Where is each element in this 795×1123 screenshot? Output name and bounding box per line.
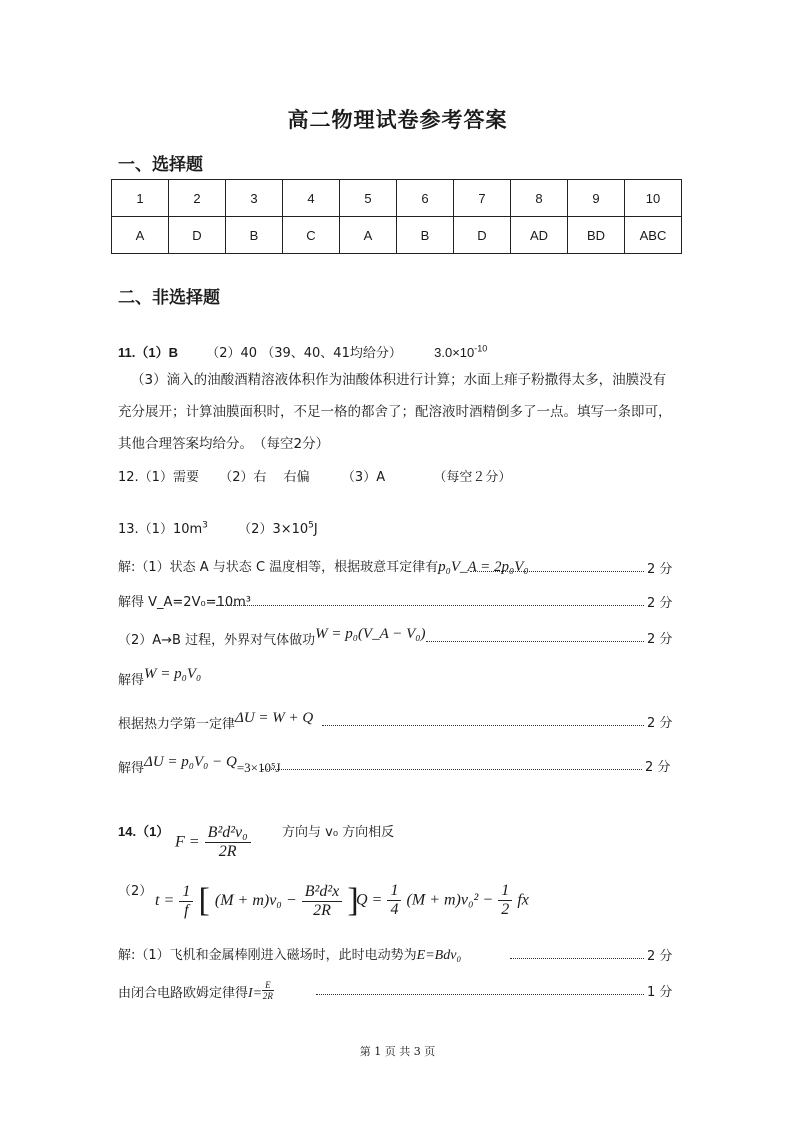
q14-force-formula: F = $\frac{\text{B²d²v₀}}{2R}$ <box>175 824 251 861</box>
fraction: $\frac{1}{f}$ <box>179 883 193 920</box>
q12-score-note: （每空２分） <box>433 470 512 485</box>
question-number: 2 <box>169 180 226 217</box>
question-number-row <box>112 180 682 217</box>
q14-direction-note: 方向与 v₀ 方向相反 <box>282 825 395 840</box>
answer-cell: ABC <box>625 217 682 254</box>
q12-part3: （3）A <box>341 470 386 485</box>
answer-cell: B <box>226 217 283 254</box>
right-bracket: ] <box>347 882 359 919</box>
section-heading-nonchoice: 二、非选择题 <box>118 288 220 308</box>
step-text: 解得 <box>118 673 145 688</box>
q12-part2: （2）右 右偏 <box>219 470 310 485</box>
answer-cell: D <box>454 217 511 254</box>
answer-table <box>111 179 682 254</box>
dot-leader <box>510 958 644 959</box>
q14-time-formula: t = $\frac{1}{f}$ [ (M + m)v₀ − $\frac{\text{B²d²x}}{2R}$ ] <box>155 882 359 919</box>
fraction: $\frac{\text{B²d²x}}{2R}$ <box>302 883 342 920</box>
q13-part1: $13.(1)10m^3$ <box>118 520 208 537</box>
q14-part2-label: （2） <box>118 884 153 899</box>
q13-step6 <box>118 754 281 776</box>
question-number: 6 <box>397 180 454 217</box>
q12-answer-line <box>118 466 511 485</box>
q12-part1: 12.（1）需要 <box>118 470 199 485</box>
fraction: $\frac{E}{2R}$ <box>262 980 273 1001</box>
page-footer: 第 1 页 共 3 页 <box>359 1045 436 1058</box>
q13-step3 <box>118 626 426 648</box>
question-number: 5 <box>340 180 397 217</box>
q11-part3-paragraph: （3）滴入的油酸酒精溶液体积作为油酸体积进行计算；水面上痱子粉撒得太多，油膜没有充分展开；计算油膜面积时，不足一格的都舍了；配溶液时酒精倒多了一点。填写一条即可，其他合理答案均给分。 （每空2分） <box>118 372 672 452</box>
fraction: $\frac{1}{2}$ <box>498 882 512 919</box>
step-score: 2 分 <box>647 596 673 611</box>
q14-step1 <box>118 944 461 964</box>
question-number: 1 <box>112 180 169 217</box>
step-text: 根据热力学第一定律 <box>118 717 236 732</box>
step-score: 1 分 <box>647 985 673 1000</box>
section-heading-choice: 一、选择题 <box>118 155 203 175</box>
step-formula: E=Bdv₀ <box>416 948 462 963</box>
page-title: 高二物理试卷参考答案 <box>287 108 508 132</box>
step-score: 2 分 <box>645 760 671 775</box>
step-formula: ΔU = W + Q <box>235 710 314 726</box>
dot-leader <box>262 769 642 770</box>
answer-cell: B <box>397 217 454 254</box>
answer-cell: C <box>283 217 340 254</box>
q13-step2: 解得 V_A=2V₀=10m³ <box>118 595 251 610</box>
step-text: 由闭合电路欧姆定律得 <box>118 986 249 1001</box>
answer-cell: A <box>340 217 397 254</box>
q13-step5 <box>118 710 313 732</box>
fraction: $\frac{1}{4}$ <box>387 882 401 919</box>
question-number: 7 <box>454 180 511 217</box>
dot-leader <box>470 571 644 572</box>
step-score: 2 分 <box>647 716 673 731</box>
q11-part2: （2）40 （39、40、41均给分） <box>206 346 402 361</box>
question-number: 4 <box>283 180 340 217</box>
answer-cell: AD <box>511 217 568 254</box>
q13-answer-line <box>118 518 318 537</box>
step-score: 2 分 <box>647 562 673 577</box>
dot-leader <box>216 605 644 606</box>
step-text: （2）A→B 过程，外界对气体做功 <box>118 633 316 648</box>
left-bracket: [ <box>198 882 210 919</box>
q11-part1: 11.（1）B <box>118 345 178 360</box>
answer-cell: BD <box>568 217 625 254</box>
step-formula: p₀V_A = 2p₀V₀ <box>438 559 529 575</box>
q14-part1-label: 14.（1） <box>118 824 170 839</box>
question-number: 8 <box>511 180 568 217</box>
fraction: $\frac{\text{B²d²v₀}}{2R}$ <box>205 824 251 861</box>
step-result: =3×10⁵J <box>236 760 281 775</box>
step-score: 2 分 <box>647 632 673 647</box>
step-text: 解得 <box>118 761 145 776</box>
answer-cell: A <box>112 217 169 254</box>
step-score: 2 分 <box>647 949 673 964</box>
q14-heat-formula: Q = $\frac{1}{4}$ (M + m)v₀² − $\frac{1}{2}$ fx <box>356 882 529 918</box>
step-text: 解:（1）飞机和金属棒刚进入磁场时，此时电动势为 <box>118 948 417 963</box>
answer-cell: D <box>169 217 226 254</box>
answer-row <box>112 217 682 254</box>
step-formula: ΔU = p₀V₀ − Q <box>144 754 237 770</box>
step-text: 解:（1）状态 A 与状态 C 温度相等，根据玻意耳定律有 <box>118 560 439 575</box>
q13-step1 <box>118 556 529 576</box>
question-number: 10 <box>625 180 682 217</box>
question-number: 3 <box>226 180 283 217</box>
question-number: 9 <box>568 180 625 217</box>
step-formula: W = p₀V₀ <box>144 666 202 682</box>
q11-value: $3.0\times 10^{-10}$ <box>434 343 488 360</box>
step-formula: W = p₀(V_A − V₀) <box>315 626 426 642</box>
dot-leader <box>426 641 644 642</box>
q11-answer-line <box>118 342 487 361</box>
dot-leader <box>316 994 644 995</box>
q14-step2: 由闭合电路欧姆定律得I= $\frac{E}{2R}$ <box>118 980 273 1001</box>
q13-step4 <box>118 666 201 688</box>
dot-leader <box>322 725 644 726</box>
q13-part2: $(2)3\times 10^5J$ <box>238 520 318 537</box>
